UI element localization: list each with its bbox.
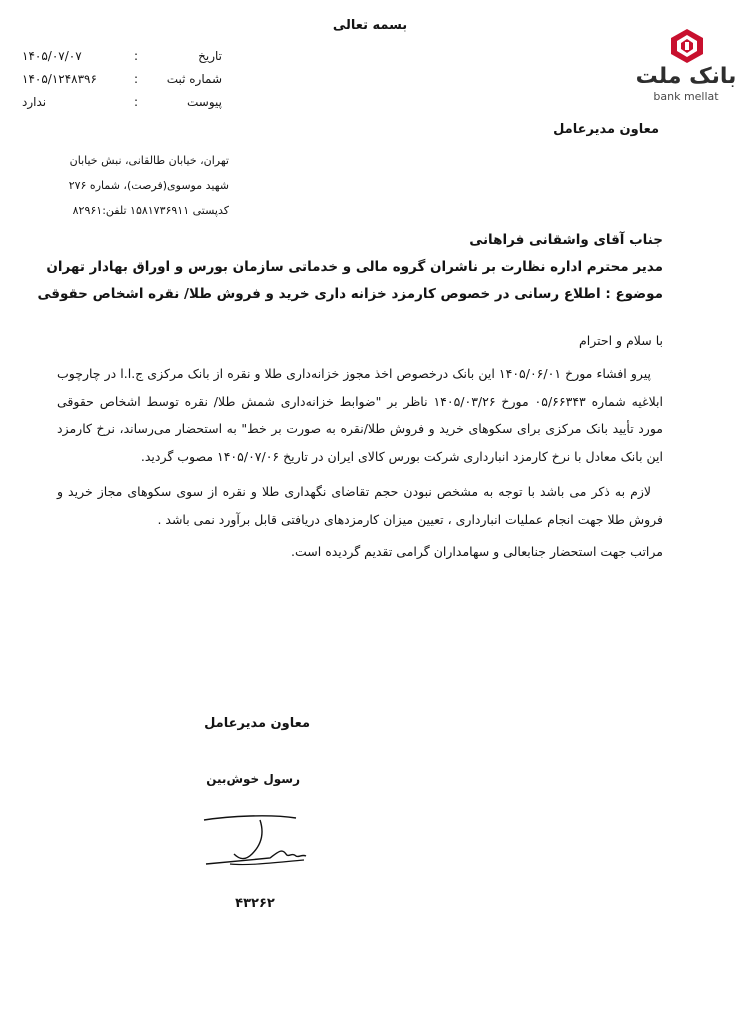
handwritten-signature [200, 808, 312, 870]
date-value: ۱۴۰۵/۰۷/۰۷ [22, 48, 82, 63]
bank-name-fa: بانک ملت [635, 64, 737, 89]
paragraph-2: لازم به ذکر می باشد با توجه به مشخص نبودن حجم تقاضای نگهداری طلا و نقره از سوی سکوهای مجاز خرید و فروش طلا جهت انجام عملیات انبارداری ، تعیین میزان کارمزدهای دریافتی قابل برآورد نمی باشد . [57, 484, 663, 527]
bismillah-heading: بسمه تعالی [332, 18, 408, 33]
colon: : [133, 71, 139, 86]
reference-number: ۴۳۲۶۲ [235, 896, 275, 911]
recipient-block [37, 227, 663, 308]
recipient-position: مدیر محترم اداره نظارت بر ناشران گروه مالی و خدماتی سازمان بورس و اوراق بهادار تهران [46, 259, 663, 275]
recipient-name: جناب آقای واشقانی فراهانی [469, 232, 663, 248]
date-row [22, 44, 222, 67]
attach-value: ندارد [22, 94, 47, 109]
reg-row [22, 67, 222, 90]
reg-value: ۱۴۰۵/۱۲۴۸۳۹۶ [22, 71, 97, 86]
address-line: شهید موسوی(فرصت)، شماره ۲۷۶ [68, 179, 229, 192]
signer-name: رسول خوش‌بین [206, 772, 300, 786]
bank-name-en: bank mellat [653, 90, 719, 103]
reg-label: شماره ثبت [166, 71, 222, 86]
letter-meta [22, 44, 222, 113]
signoff-title: معاون مدیرعامل [204, 716, 310, 731]
attach-row [22, 90, 222, 113]
colon: : [133, 94, 139, 109]
bank-logo [628, 26, 744, 106]
date-label: تاریخ [198, 48, 222, 63]
letter-subject: موضوع : اطلاع رسانی در خصوص کارمزد خزانه داری خرید و فروش طلا/ نقره اشخاص حقوقی [37, 286, 663, 302]
attach-label: پیوست [187, 94, 222, 109]
bank-mellat-emblem-icon [670, 28, 704, 64]
colon: : [133, 48, 139, 63]
address-block [19, 148, 229, 223]
address-line: کدپستی ۱۵۸۱۷۳۶۹۱۱ تلفن:۸۲۹۶۱ [72, 204, 229, 217]
address-line: تهران، خیابان طالقانی، نبش خیابان [69, 154, 229, 167]
sender-title: معاون مدیرعامل [553, 122, 659, 137]
salutation: با سلام و احترام [579, 333, 663, 348]
letter-body [57, 330, 663, 563]
closing-line: مراتب جهت استحضار جنابعالی و سهامداران گرامی تقدیم گردیده است. [291, 544, 663, 559]
paragraph-1: پیرو افشاء مورخ ۱۴۰۵/۰۶/۰۱ این بانک درخصوص اخذ مجوز خزانه‌داری طلا و نقره از بانک مرکزی ج.ا.ا در چارچوب ابلاغیه شماره ۰۵/۶۶۳۴۳ مورخ ۱۴۰۵/۰۳/۲۶ ناظر بر "ضوابط خزانه‌داری شمش طلا/ نقره توسط اشخاص حقوقی مورد تأیید بانک مرکزی برای سکوهای خرید و فروش طلا/نقره به صورت بر خط" به استحضار می‌رساند، نرخ کارمزد این بانک معادل با نرخ کارمزد انبارداری شرکت بورس کالای ایران در تاریخ ۱۴۰۵/۰۷/۰۶ مصوب گردید. [57, 366, 663, 464]
